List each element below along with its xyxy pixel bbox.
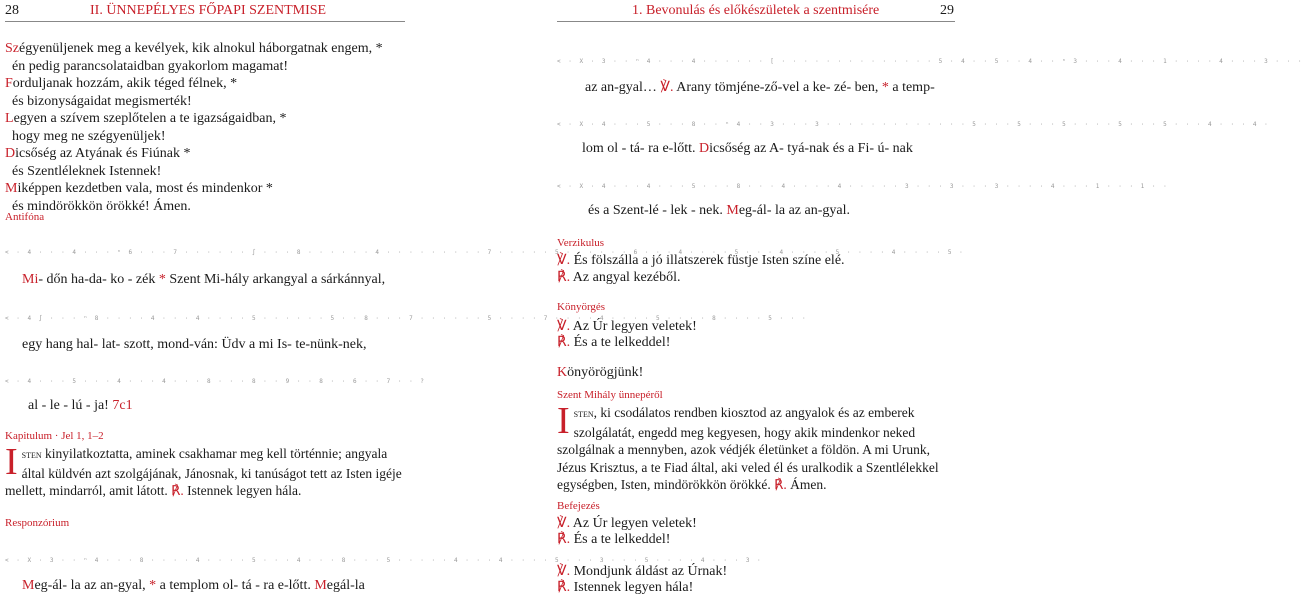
responzorium-label: Responzórium [5, 517, 70, 529]
psalm-line: és mindörökkön örökké! Ámen. [5, 198, 191, 214]
chant-lyric-line: Mi- dőn ha-da- ko - zék * Szent Mi-hály arkangyal a sárkánnyal, [22, 272, 386, 287]
szent-mihaly-collect: Isten, ki csodálatos rendben kiosztod az angyalok és az emberek szolgálatát, engedd meg kegyesen, hogy akik mindenkor neked szolgálnak a mennyben, azok védjék életünket a földön. A mi Urunk, Jézus Krisztus, a te Fiad által, aki veled él és uralkodik a Szentlélekkel egységben, Isten, mindörökkön örökké. ℟. Ámen. [557, 400, 939, 492]
psalm-line: Dicsőség az Atyának és Fiúnak * [5, 146, 191, 161]
psalm-line: Miképpen kezdetben vala, most és mindenkor * [5, 181, 273, 196]
verzikulus-versicle: ℣. És fölszálla a jó illatszerek füstje Isten színe elé. [557, 253, 845, 268]
befejezes-versicle: ℣. Az Úr legyen veletek! [557, 516, 697, 531]
drop-cap: I [5, 441, 18, 483]
psalm-line: és bizonyságaidat megismerték! [5, 93, 192, 109]
chant-staff: < · X · 3 · · ⁿ 4 · · · 4 · · · · · · [ · · · · · · · · · · · · · · 5 · 4 · · 5 · · 4 · · ⁿ 3 · · · 4 · · · 1 · · · · 4 · · · 3 · · · [557, 58, 1303, 65]
konyorogjunk: Könyörögjünk! [557, 365, 644, 380]
right-running-title: 1. Bevonulás és előkészületek a szentmisére [632, 3, 880, 18]
chant-lyric-line: Meg-ál- la az an-gyal, * a templom ol- tá - ra e-lőtt. Megál-la [22, 578, 365, 593]
chant-mode: 7c1 [112, 398, 133, 413]
chant-staff: < · 4 ∫ · · · ⁿ 8 · · · · 4 · · · 4 · · · · 5 · · · · · · 5 · · 8 · · · 7 · · · · · · 5 · · · · 7 · · · · 4 · · · · 5 · · · · 8 · · · · 5 · · · [5, 315, 808, 322]
chant-lyric-line: egy hang hal- lat- szott, mond-ván: Üdv a mi Is- te-nünk-nek, [22, 337, 367, 352]
chant-lyric-line: lom ol - tá- ra e-lőtt. Dicsőség az A- tyá-nak és a Fi- ú- nak [582, 141, 913, 156]
kapitulum-label: Kapitulum · Jel 1, 1–2 [5, 430, 104, 442]
chant-staff: < · 4 · · · 4 · · · ⁿ 6 · · · 7 · · · · · · ∫ · · · 8 · · · · · · 4 · · · · · · · · · 7 · · · · · 5 · · · · · · 6 · · · 4 · · · · 5 · · · 4 · · · · 5 · · · · 4 · · · · 5 · [5, 249, 965, 256]
kapitulum-text: Isten kinyilatkoztatta, aminek csakhamar meg kell történnie; angyala által küldvén azt szolgájának, Jánosnak, ki tanúságot tett az Isten igéje mellett, mindarról, amit látott. ℟. Istennek legyen hála. [5, 441, 402, 498]
konyorges-label: Könyörgés [557, 301, 606, 313]
psalm-line: Forduljanak hozzám, akik téged félnek, * [5, 76, 238, 91]
chant-staff: < · 4 · · · 5 · · · 4 · · · 4 · · · 8 · · · 8 · · 9 · · 8 · · 6 · · 7 · · ? [5, 378, 426, 385]
befejezes-response: ℟. Istennek legyen hála! [557, 580, 694, 595]
psalm-block [5, 40, 383, 215]
chant-staff: < · X · 4 · · · 5 · · · 8 · · ⁿ 4 · · 3 · · · 3 · · · · · · · · · · · · · 5 · · · 5 · · · 5 · · · · 5 · · · 5 · · · 4 · · · 4 · [557, 121, 1270, 128]
right-page-number: 29 [940, 3, 954, 18]
verzikulus-label: Verzikulus [557, 237, 605, 249]
header-rule-left [5, 21, 405, 22]
header-rule-right [557, 21, 955, 22]
chant-lyric-line: és a Szent-lé - lek - nek. Meg-ál- la az an-gyal. [588, 203, 850, 218]
left-page-number: 28 [5, 3, 19, 18]
befejezes-versicle: ℣. Mondjunk áldást az Úrnak! [557, 564, 728, 579]
konyorges-versicle: ℣. Az Úr legyen veletek! [557, 319, 697, 334]
psalm-line: hogy meg ne szégyenüljek! [5, 128, 166, 144]
antifona-label: Antifóna [5, 211, 45, 223]
left-running-title: II. ÜNNEPÉLYES FŐPAPI SZENTMISE [90, 3, 327, 18]
chant-staff: < · X · 3 · · ⁿ 4 · · · 8 · · · · 4 · · · · 5 · · · 4 · · · 8 · · · 5 · · · · · 4 · · · 4 · · · · 5 · · · 3 · · · 5 · · · · 4 · · · 3 · [5, 557, 763, 564]
chant-staff: < · X · 4 · · · 4 · · · 5 · · · 8 · · · 4 · · · · 4 · · · · · 3 · · · 3 · · · 3 · · · · 4 · · · 1 · · · 1 · · [557, 183, 1169, 190]
psalm-line: és Szentléleknek Istennek! [5, 163, 162, 179]
drop-cap: I [557, 400, 570, 442]
psalm-line: én pedig parancsolataidban gyakorlom magamat! [5, 58, 289, 74]
szent-mihaly-label: Szent Mihály ünnepéről [557, 389, 663, 401]
befejezes-response: ℟. És a te lelkeddel! [557, 532, 671, 547]
chant-lyric-line: al - le - lú - ja! 7c1 [28, 398, 133, 413]
psalm-line: Legyen a szívem szeplőtelen a te igazságaidban, * [5, 111, 287, 126]
psalm-line: Szégyenüljenek meg a kevélyek, kik alnokul háborgatnak engem, * [5, 41, 383, 56]
befejezes-label: Befejezés [557, 500, 600, 512]
verzikulus-response: ℟. Az angyal kezéből. [557, 270, 681, 285]
konyorges-response: ℟. És a te lelkeddel! [557, 335, 671, 350]
chant-lyric-line: az an-gyal… ℣. Arany tömjéne-ző-vel a ke- zé- ben, * a temp- [585, 80, 935, 95]
